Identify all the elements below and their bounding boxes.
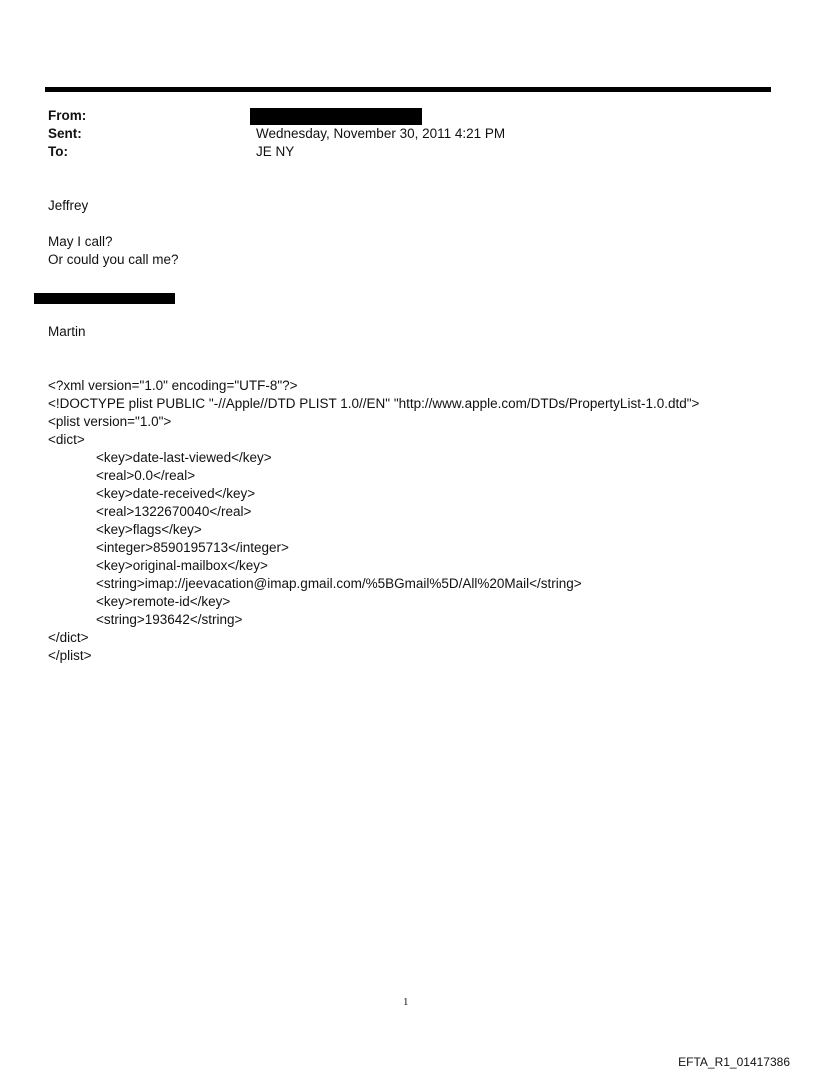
to-label: To: (48, 144, 68, 159)
xml-line: <!DOCTYPE plist PUBLIC "-//Apple//DTD PLIST 1.0//EN" "http://www.apple.com/DTDs/PropertyList-1.0.dtd"> (48, 396, 700, 411)
header-rule (45, 87, 771, 92)
sent-value: Wednesday, November 30, 2011 4:21 PM (256, 126, 506, 141)
xml-line: <key>flags</key> (96, 522, 202, 537)
xml-line: <plist version="1.0"> (48, 414, 172, 429)
body-line-2: Or could you call me? (48, 252, 179, 267)
greeting: Jeffrey (48, 198, 89, 213)
body-line-1: May I call? (48, 234, 113, 249)
xml-line: <key>original-mailbox</key> (96, 558, 268, 573)
xml-line: </dict> (48, 630, 89, 645)
page-number: 1 (403, 996, 409, 1008)
xml-line: <integer>8590195713</integer> (96, 540, 289, 555)
phone-redaction (34, 293, 175, 304)
xml-line: <key>date-last-viewed</key> (96, 450, 272, 465)
xml-line: <?xml version="1.0" encoding="UTF-8"?> (48, 378, 298, 393)
xml-line: <dict> (48, 432, 85, 447)
from-label: From: (48, 108, 87, 123)
xml-line: <real>1322670040</real> (96, 504, 252, 519)
signature: Martin (48, 324, 86, 339)
from-redaction (250, 108, 422, 125)
xml-line: <key>date-received</key> (96, 486, 256, 501)
xml-line: <key>remote-id</key> (96, 594, 231, 609)
xml-line: <real>0.0</real> (96, 468, 196, 483)
to-value: JE NY (256, 144, 295, 159)
document-id: EFTA_R1_01417386 (678, 1055, 790, 1069)
plist-xml-block (48, 377, 699, 665)
xml-line: <string>imap://jeevacation@imap.gmail.com/%5BGmail%5D/All%20Mail</string> (96, 576, 582, 591)
xml-line: <string>193642</string> (96, 612, 243, 627)
sent-label: Sent: (48, 126, 82, 141)
xml-line: </plist> (48, 648, 92, 663)
